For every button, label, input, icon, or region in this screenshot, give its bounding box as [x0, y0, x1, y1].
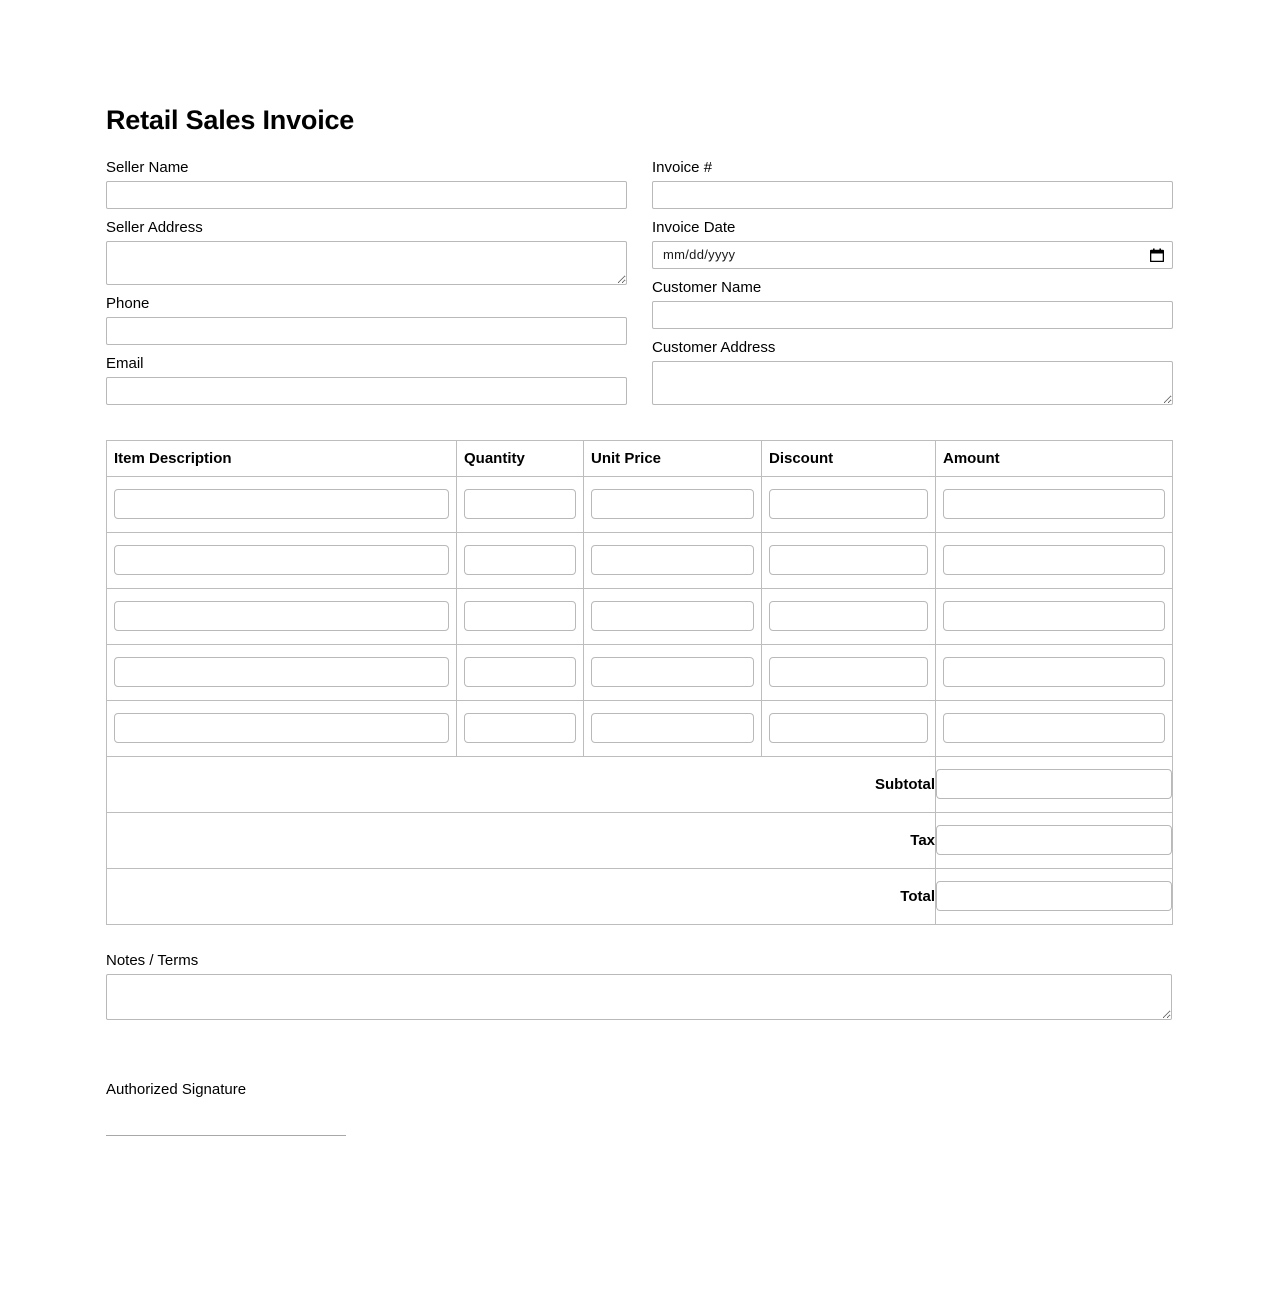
cell-quantity: [457, 700, 584, 756]
phone-label: Phone: [106, 294, 150, 312]
column-header-item-description: Item Description: [107, 440, 457, 476]
cell-discount: [762, 644, 936, 700]
row-1-unit-price-input[interactable]: [591, 545, 754, 575]
row-1-amount-input[interactable]: [943, 545, 1165, 575]
field-customer-name: [652, 278, 1173, 329]
seller-name-input[interactable]: [106, 181, 627, 209]
row-3-quantity-input[interactable]: [464, 657, 576, 687]
seller-address-label: Seller Address: [106, 218, 203, 236]
column-header-unit-price: Unit Price: [584, 440, 762, 476]
signature-line: [106, 1135, 346, 1136]
cell-quantity: [457, 588, 584, 644]
row-4-quantity-input[interactable]: [464, 713, 576, 743]
cell-description: [107, 532, 457, 588]
cell-discount: [762, 476, 936, 532]
cell-tax: [936, 812, 1173, 868]
notes-terms-block: [106, 951, 1172, 1020]
invoice-date-placeholder: mm/dd/yyyy: [663, 246, 736, 262]
field-invoice-date: [652, 218, 1173, 269]
row-2-discount-input[interactable]: [769, 601, 928, 631]
tax-row: [107, 812, 1173, 868]
tax-input[interactable]: [936, 825, 1172, 855]
row-4-discount-input[interactable]: [769, 713, 928, 743]
cell-quantity: [457, 532, 584, 588]
cell-discount: [762, 700, 936, 756]
customer-name-label: Customer Name: [652, 278, 762, 296]
table-row: [107, 532, 1173, 588]
field-seller-name: [106, 158, 627, 209]
invoice-date-wrapper: [652, 241, 1173, 269]
row-1-discount-input[interactable]: [769, 545, 928, 575]
row-3-description-input[interactable]: [114, 657, 449, 687]
row-0-quantity-input[interactable]: [464, 489, 576, 519]
cell-description: [107, 588, 457, 644]
row-4-unit-price-input[interactable]: [591, 713, 754, 743]
customer-address-textarea[interactable]: [652, 361, 1173, 405]
cell-amount: [936, 532, 1173, 588]
row-1-quantity-input[interactable]: [464, 545, 576, 575]
table-row: [107, 700, 1173, 756]
field-phone: [106, 294, 627, 345]
row-4-description-input[interactable]: [114, 713, 449, 743]
invoice-number-input[interactable]: [652, 181, 1173, 209]
email-label: Email: [106, 354, 144, 372]
column-header-discount: Discount: [762, 440, 936, 476]
tax-label: Tax: [107, 812, 936, 868]
page-title: Retail Sales Invoice: [106, 105, 355, 135]
cell-description: [107, 644, 457, 700]
cell-amount: [936, 588, 1173, 644]
phone-input[interactable]: [106, 317, 627, 345]
cell-unit-price: [584, 700, 762, 756]
row-2-unit-price-input[interactable]: [591, 601, 754, 631]
subtotal-input[interactable]: [936, 769, 1172, 799]
row-3-amount-input[interactable]: [943, 657, 1165, 687]
invoice-date-label: Invoice Date: [652, 218, 736, 236]
cell-amount: [936, 476, 1173, 532]
seller-address-textarea[interactable]: [106, 241, 627, 285]
notes-terms-label: Notes / Terms: [106, 951, 199, 969]
cell-amount: [936, 700, 1173, 756]
cell-discount: [762, 532, 936, 588]
table-row: [107, 644, 1173, 700]
cell-amount: [936, 644, 1173, 700]
column-header-quantity: Quantity: [457, 440, 584, 476]
line-items-header: [107, 440, 1173, 476]
seller-details-column: [106, 158, 627, 414]
seller-name-label: Seller Name: [106, 158, 189, 176]
table-header-row: [107, 440, 1173, 476]
cell-unit-price: [584, 644, 762, 700]
table-row: [107, 588, 1173, 644]
row-2-quantity-input[interactable]: [464, 601, 576, 631]
field-invoice-number: [652, 158, 1173, 209]
row-4-amount-input[interactable]: [943, 713, 1165, 743]
row-0-amount-input[interactable]: [943, 489, 1165, 519]
invoice-number-label: Invoice #: [652, 158, 713, 176]
customer-address-label: Customer Address: [652, 338, 776, 356]
field-customer-address: [652, 338, 1173, 405]
cell-discount: [762, 588, 936, 644]
cell-subtotal: [936, 756, 1173, 812]
authorized-signature-label: Authorized Signature: [106, 1080, 247, 1098]
cell-unit-price: [584, 476, 762, 532]
field-email: [106, 354, 627, 405]
column-header-amount: Amount: [936, 440, 1173, 476]
cell-quantity: [457, 476, 584, 532]
notes-terms-textarea[interactable]: [106, 974, 1172, 1020]
cell-description: [107, 476, 457, 532]
subtotal-row: [107, 756, 1173, 812]
table-row: [107, 476, 1173, 532]
subtotal-label: Subtotal: [107, 756, 936, 812]
invoice-details-column: [652, 158, 1173, 414]
cell-unit-price: [584, 532, 762, 588]
row-0-unit-price-input[interactable]: [591, 489, 754, 519]
customer-name-input[interactable]: [652, 301, 1173, 329]
cell-unit-price: [584, 588, 762, 644]
total-input[interactable]: [936, 881, 1172, 911]
row-0-discount-input[interactable]: [769, 489, 928, 519]
total-row: [107, 868, 1173, 924]
line-items-table: [106, 440, 1173, 925]
row-3-unit-price-input[interactable]: [591, 657, 754, 687]
total-label: Total: [107, 868, 936, 924]
line-items-body: [107, 476, 1173, 924]
cell-total: [936, 868, 1173, 924]
cell-description: [107, 700, 457, 756]
email-input[interactable]: [106, 377, 627, 405]
invoice-header-fields: [106, 158, 1172, 414]
authorized-signature-block: [106, 1080, 1172, 1136]
row-3-discount-input[interactable]: [769, 657, 928, 687]
row-0-description-input[interactable]: [114, 489, 449, 519]
row-2-description-input[interactable]: [114, 601, 449, 631]
invoice-date-input[interactable]: [652, 241, 1173, 269]
row-2-amount-input[interactable]: [943, 601, 1165, 631]
cell-quantity: [457, 644, 584, 700]
field-seller-address: [106, 218, 627, 285]
row-1-description-input[interactable]: [114, 545, 449, 575]
